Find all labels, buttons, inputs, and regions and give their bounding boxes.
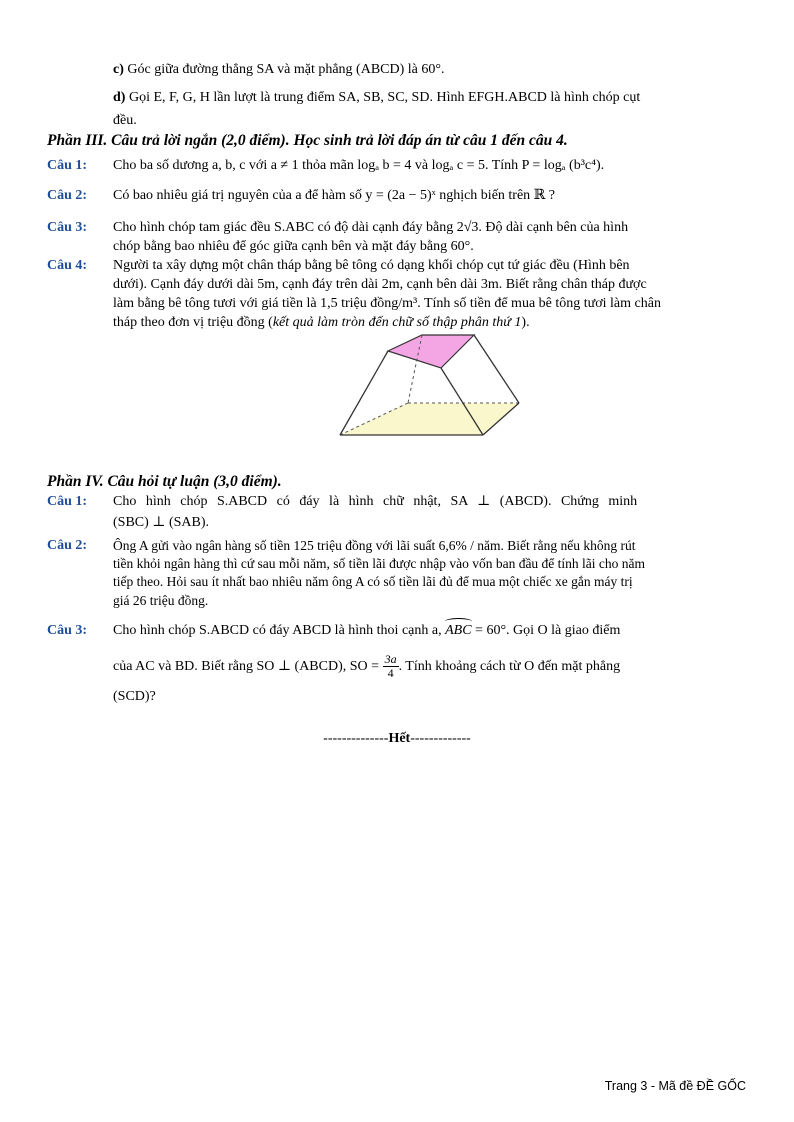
part4-q3-text-2b: . Tính khoảng cách từ O đến mặt phẳng [398,658,621,674]
statement-c-text: Góc giữa đường thẳng SA và mặt phẳng (ABCD) là 60°. [127,62,445,77]
part4-q1-label: Câu 1: [47,494,88,509]
statement-c [113,61,747,80]
part4-q3-text-1b: = 60°. Gọi O là giao điểm [475,623,621,638]
part3-q4-text-3: làm bằng bê tông tươi với giá tiền là 1,5 triệu đồng/m³. Tính số tiền để mua bê tông tươi làm chân [113,295,661,311]
statement-d-text-1: Gọi E, F, G, H lần lượt là trung điểm SA, SB, SC, SD. Hình EFGH.ABCD là hình chóp cụt [128,90,641,105]
part4-q2-text-1: Ông A gửi vào ngân hàng số tiền 125 triệu đồng với lãi suất 6,6% / năm. Biết rằng nếu không rút [113,538,636,553]
end-marker [0,730,794,749]
part3-q4-text-1: Người ta xây dựng một chân tháp bằng bê tông có dạng khối chóp cụt tứ giác đều (Hình bên [113,258,630,273]
part4-q3-frac-den: 4 [387,666,394,681]
part4-q3-angle: ABC [445,622,471,641]
part3-q4-text-4c: ). [521,314,530,330]
part3-q4-text-4a: tháp theo đơn vị triệu đồng ( [113,314,273,330]
part4-q1-text-2: (SBC) ⊥ (SAB). [113,514,210,530]
part4-q1-text-1: Cho hình chóp S.ABCD có đáy là hình chữ nhật, SA ⊥ (ABCD). Chứng minh [113,494,638,509]
part3-q4-label: Câu 4: [47,258,88,273]
part3-q2-label: Câu 2: [47,188,88,203]
frustum-bottom-face [340,403,519,435]
part4-q2-text-2: tiền khỏi ngân hàng thì cứ sau mỗi năm, số tiền lãi được nhập vào vốn ban đầu để tính lãi cho năm [113,556,646,572]
statement-c-label: c) [113,62,124,77]
part4-title: Phần IV. Câu hỏi tự luận (3,0 điểm). [47,473,282,490]
part4-q2-label: Câu 2: [47,538,88,553]
part3-q3-text-2: chóp bằng bao nhiêu để góc giữa cạnh bên và mặt đáy bằng 60°. [113,238,474,254]
frustum-edge-back-right [474,335,519,403]
page-footer: Trang 3 - Mã đề ĐỀ GỐC [604,1079,746,1093]
part4-q2-text-3: tiếp theo. Hỏi sau ít nhất bao nhiêu năm ông A có số tiền lãi đủ để mua một chiếc xe gắn máy trị [113,574,633,590]
part3-q4-text-4b: kết quả làm tròn đến chữ số thập phân thứ 1 [272,314,522,330]
part4-q2-text-4: giá 26 triệu đồng. [113,592,209,608]
frustum-figure [338,333,522,473]
part3-q3-text-1: Cho hình chóp tam giác đều S.ABC có độ dài cạnh đáy bằng 2√3. Độ dài cạnh bên của hình [113,220,629,235]
part4-q3-label: Câu 3: [47,623,88,638]
part3-q4-text-2: dưới). Cạnh đáy dưới dài 5m, cạnh đáy trên dài 2m, cạnh bên dài 3m. Biết rằng chân tháp được [113,276,647,292]
statement-d-text-2: đều. [113,112,137,128]
part4-q3-fraction [383,653,399,680]
part3-q1-label: Câu 1: [47,158,88,173]
part4-q3-text-1a: Cho hình chóp S.ABCD có đáy ABCD là hình thoi cạnh a, [113,623,442,638]
statement-d [113,89,747,131]
part4-q3-frac-num: 3a [384,651,397,666]
frustum-top-face [388,335,474,368]
part4-q3-text-2a: của AC và BD. Biết rằng SO ⊥ (ABCD), SO = [113,658,380,674]
part4-q3-text-3: (SCD)? [113,689,156,705]
part3-q3-label: Câu 3: [47,220,88,235]
part3-title: Phần III. Câu trả lời ngắn (2,0 điểm). Học sinh trả lời đáp án từ câu 1 đến câu 4. [47,132,568,149]
part3-q2-text: Có bao nhiêu giá trị nguyên của a để hàm số y = (2a − 5)ˣ nghịch biến trên ℝ ? [113,188,556,203]
part3-q1-text: Cho ba số dương a, b, c với a ≠ 1 thỏa mãn logₐ b = 4 và logₐ c = 5. Tính P = logₐ (b³c⁴). [113,158,605,173]
end-text: --------------Hết------------- [323,731,471,746]
statement-d-label: d) [113,90,126,105]
